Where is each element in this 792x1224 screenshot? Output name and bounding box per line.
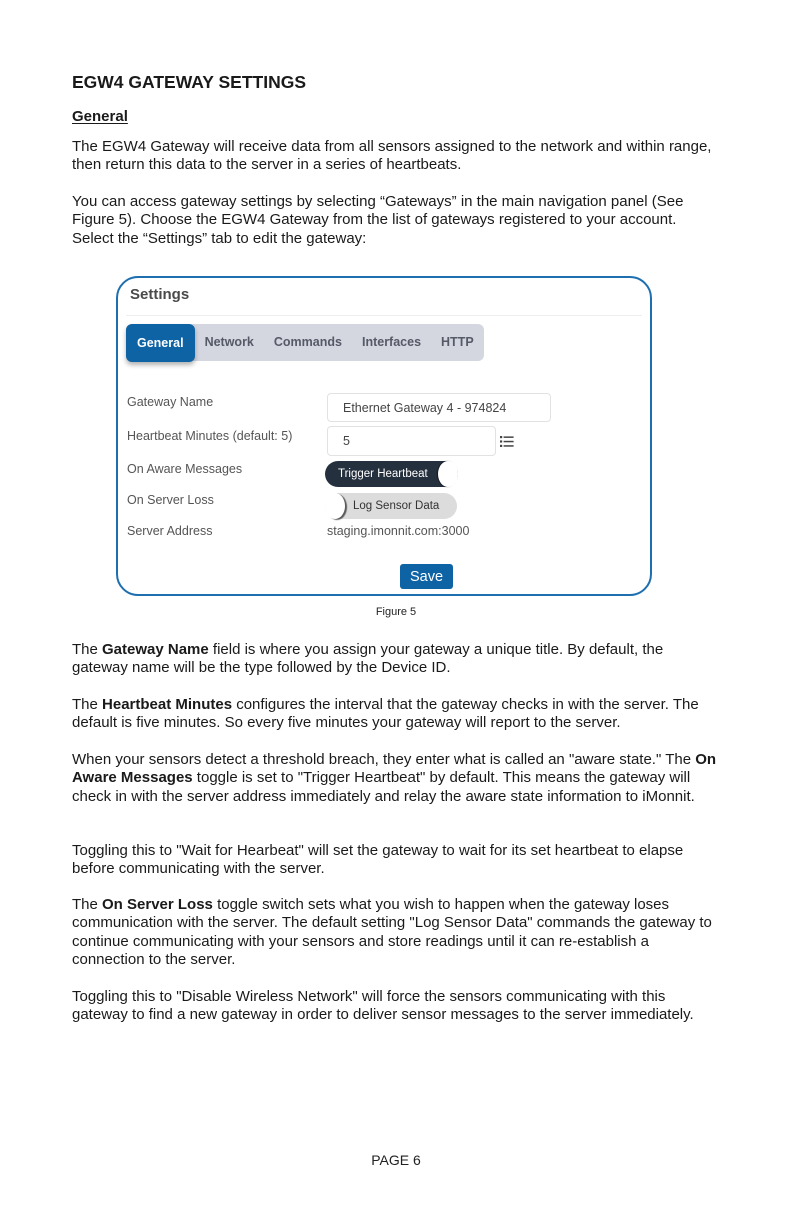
body-paragraph-server-loss: The On Server Loss toggle switch sets what you wish to happen when the gateway loses communication with the server. The default setting "Log Sensor Data" commands the gateway to continue communicating with your sensors and store readings until it can re-establish a connection to the server. — [72, 896, 712, 969]
toggle-knob — [325, 493, 345, 519]
intro-paragraph: The EGW4 Gateway will receive data from all sensors assigned to the network and within range, then return this data to the server in a series of heartbeats. — [72, 138, 712, 174]
page-title: EGW4 GATEWAY SETTINGS — [72, 72, 307, 92]
body-paragraph-heartbeat: The Heartbeat Minutes configures the interval that the gateway checks in with the server. The default is five minutes. So every five minutes your gateway will report to the server. — [72, 696, 699, 732]
on-server-loss-toggle[interactable] — [325, 493, 457, 519]
toggle-text: Log Sensor Data — [353, 500, 440, 512]
tab-commands[interactable]: Commands — [273, 335, 342, 349]
heartbeat-minutes-input[interactable] — [327, 426, 496, 456]
server-address-value: staging.imonnit.com:3000 — [327, 524, 470, 538]
tab-network[interactable]: Network — [204, 335, 254, 349]
tab-http[interactable]: HTTP — [441, 335, 474, 349]
on-aware-messages-toggle[interactable] — [325, 461, 458, 487]
body-paragraph-disable: Toggling this to "Disable Wireless Network" will force the sensors communicating with this gateway to find a new gateway in order to deliver sensor messages to the server immediately. — [72, 988, 694, 1024]
settings-tab-bar — [126, 324, 484, 361]
body-paragraph-wait: Toggling this to "Wait for Hearbeat" will set the gateway to wait for its set heartbeat to elapse before communicating with the server. — [72, 842, 684, 878]
gateway-name-label: Gateway Name — [127, 395, 214, 409]
section-heading: General — [72, 108, 128, 125]
server-address-label: Server Address — [127, 524, 213, 538]
settings-title: Settings — [130, 286, 190, 303]
body-paragraph-gateway-name: The Gateway Name field is where you assign your gateway a unique title. By default, the gateway name will be the type followed by the Device ID. — [72, 641, 664, 677]
figure-caption: Figure 5 — [375, 606, 417, 618]
page-number: PAGE 6 — [371, 1152, 421, 1168]
list-icon[interactable] — [500, 436, 514, 447]
tab-interfaces[interactable]: Interfaces — [361, 335, 422, 349]
on-server-loss-label: On Server Loss — [127, 493, 214, 507]
intro-paragraph: You can access gateway settings by selecting “Gateways” in the main navigation panel (See Figure 5). Choose the EGW4 Gateway from the list of gateways registered to your account. Select the “Settings” tab to edit the gateway: — [72, 193, 684, 247]
toggle-knob — [438, 461, 458, 487]
settings-figure — [116, 276, 652, 596]
on-aware-messages-label: On Aware Messages — [127, 462, 243, 476]
gateway-name-input[interactable] — [327, 393, 551, 422]
toggle-text: Trigger Heartbeat — [338, 468, 428, 480]
save-button[interactable]: Save — [400, 564, 453, 589]
tab-general[interactable]: General — [126, 324, 195, 362]
body-paragraph-aware: When your sensors detect a threshold breach, they enter what is called an "aware state." The On Aware Messages toggle is set to "Trigger Heartbeat" by default. This means the gateway will check in with the server address immediately and relay the aware state information to iMonnit. — [72, 751, 717, 805]
heartbeat-minutes-value: 5 — [343, 434, 350, 448]
gateway-name-value: Ethernet Gateway 4 - 974824 — [343, 400, 507, 415]
divider — [126, 315, 642, 316]
heartbeat-minutes-label: Heartbeat Minutes (default: 5) — [127, 429, 293, 443]
